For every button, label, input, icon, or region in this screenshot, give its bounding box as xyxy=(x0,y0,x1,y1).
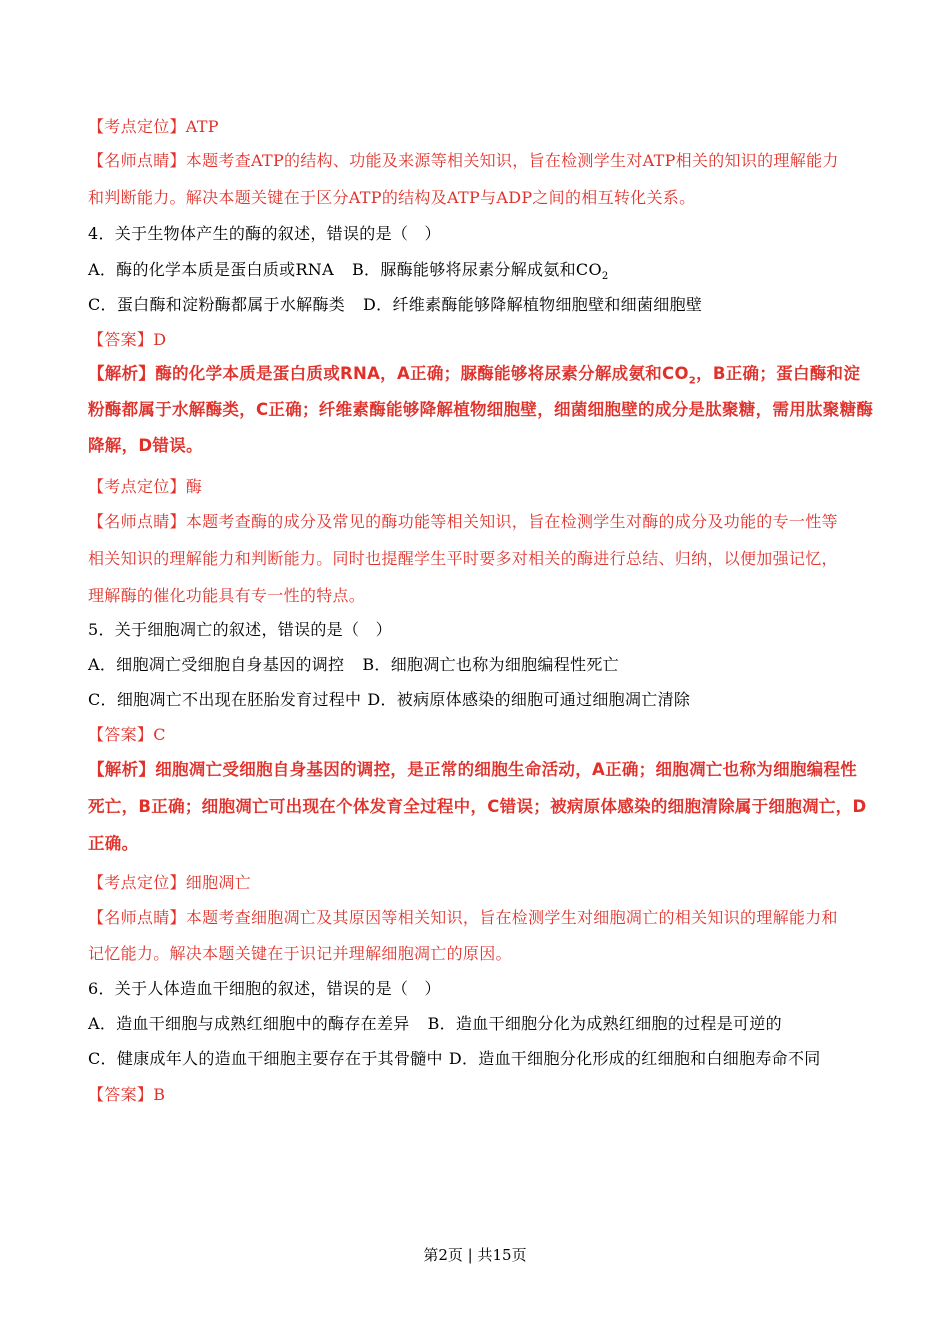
mingshi-q4-line2: 相关知识的理解能力和判断能力。同时也提醒学生平时要多对相关的酶进行总结、归纳，以便加强记忆， xyxy=(88,549,838,568)
q6-options-cd xyxy=(88,1049,878,1069)
mingshi-q3-line2: 和判断能力。解决本题关键在于区分ATP的结构及ATP与ADP之间的相互转化关系。 xyxy=(88,188,696,207)
q5-option-c: C．细胞凋亡不出现在胚胎发育过程中 xyxy=(88,690,362,709)
q6-option-d: D．造血干细胞分化形成的红细胞和白细胞寿命不同 xyxy=(448,1049,821,1068)
kaodian-q5: 【考点定位】细胞凋亡 xyxy=(88,873,252,892)
q5-stem: 5．关于细胞凋亡的叙述，错误的是（ ） xyxy=(88,620,392,639)
q5-options-ab xyxy=(88,655,878,675)
q6-option-a: A．造血干细胞与成熟红细胞中的酶存在差异 xyxy=(88,1014,410,1033)
q6-stem: 6．关于人体造血干细胞的叙述，错误的是（ ） xyxy=(88,979,441,998)
mingshi-q4-line1: 【名师点睛】本题考查酶的成分及常见的酶功能等相关知识，旨在检测学生对酶的成分及功能的专一性等 xyxy=(88,512,838,531)
q5-answer: 【答案】C xyxy=(88,725,166,744)
mingshi-q5-line1: 【名师点睛】本题考查细胞凋亡及其原因等相关知识，旨在检测学生对细胞凋亡的相关知识的理解能力和 xyxy=(88,908,838,927)
q4-options-cd xyxy=(88,295,878,315)
q5-jiexi-line3: 正确。 xyxy=(88,834,139,853)
q4-option-b: B．脲酶能够将尿素分解成氨和CO xyxy=(351,260,602,279)
q5-options-cd xyxy=(88,690,878,710)
q6-option-b: B．造血干细胞分化为成熟红细胞的过程是可逆的 xyxy=(427,1014,782,1033)
q5-option-a: A．细胞凋亡受细胞自身基因的调控 xyxy=(88,655,345,674)
q5-jiexi-line2: 死亡，B正确；细胞凋亡可出现在个体发育全过程中，C错误；被病原体感染的细胞清除属于细胞凋亡，D xyxy=(88,797,867,816)
mingshi-q5-line2: 记忆能力。解决本题关键在于识记并理解细胞凋亡的原因。 xyxy=(88,944,512,963)
q4-answer: 【答案】D xyxy=(88,330,167,349)
mingshi-q3-line1: 【名师点睛】本题考查ATP的结构、功能及来源等相关知识，旨在检测学生对ATP相关的知识的理解能力 xyxy=(88,151,839,170)
q6-option-c: C．健康成年人的造血干细胞主要存在于其骨髓中 xyxy=(88,1049,443,1068)
q5-option-d: D．被病原体感染的细胞可通过细胞凋亡清除 xyxy=(367,690,691,709)
q6-answer: 【答案】B xyxy=(88,1085,166,1104)
q4-jiexi-line2: 粉酶都属于水解酶类，C正确；纤维素酶能够降解植物细胞壁，细菌细胞壁的成分是肽聚糖，需用肽聚糖酶 xyxy=(88,400,874,419)
mingshi-q4-line3: 理解酶的催化功能具有专一性的特点。 xyxy=(88,586,366,605)
q6-options-ab xyxy=(88,1014,878,1034)
q4-jiexi-line1: 【解析】酶的化学本质是蛋白质或RNA，A正确；脲酶能够将尿素分解成氨和$CO_2$，B正确；蛋白酶和淀 xyxy=(88,364,861,387)
kaodian-q4: 【考点定位】酶 xyxy=(88,477,203,496)
q4-jiexi-line3: 降解，D错误。 xyxy=(88,436,203,455)
page-footer: 第2页 | 共15页 xyxy=(423,1246,527,1264)
q4-option-b-sub: 2 xyxy=(601,271,609,283)
q4-options-ab xyxy=(88,260,878,287)
q5-jiexi-line1: 【解析】细胞凋亡受细胞自身基因的调控，是正常的细胞生命活动，A正确；细胞凋亡也称为细胞编程性 xyxy=(88,760,858,779)
q4-option-d: D．纤维素酶能够降解植物细胞壁和细菌细胞壁 xyxy=(363,295,703,314)
q4-option-a: A．酶的化学本质是蛋白质或RNA xyxy=(88,260,334,279)
q5-option-b: B．细胞凋亡也称为细胞编程性死亡 xyxy=(362,655,619,674)
q4-option-c: C．蛋白酶和淀粉酶都属于水解酶类 xyxy=(88,295,346,314)
q4-stem: 4．关于生物体产生的酶的叙述，错误的是（ ） xyxy=(88,224,441,243)
kaodian-q3: 【考点定位】ATP xyxy=(88,117,219,136)
